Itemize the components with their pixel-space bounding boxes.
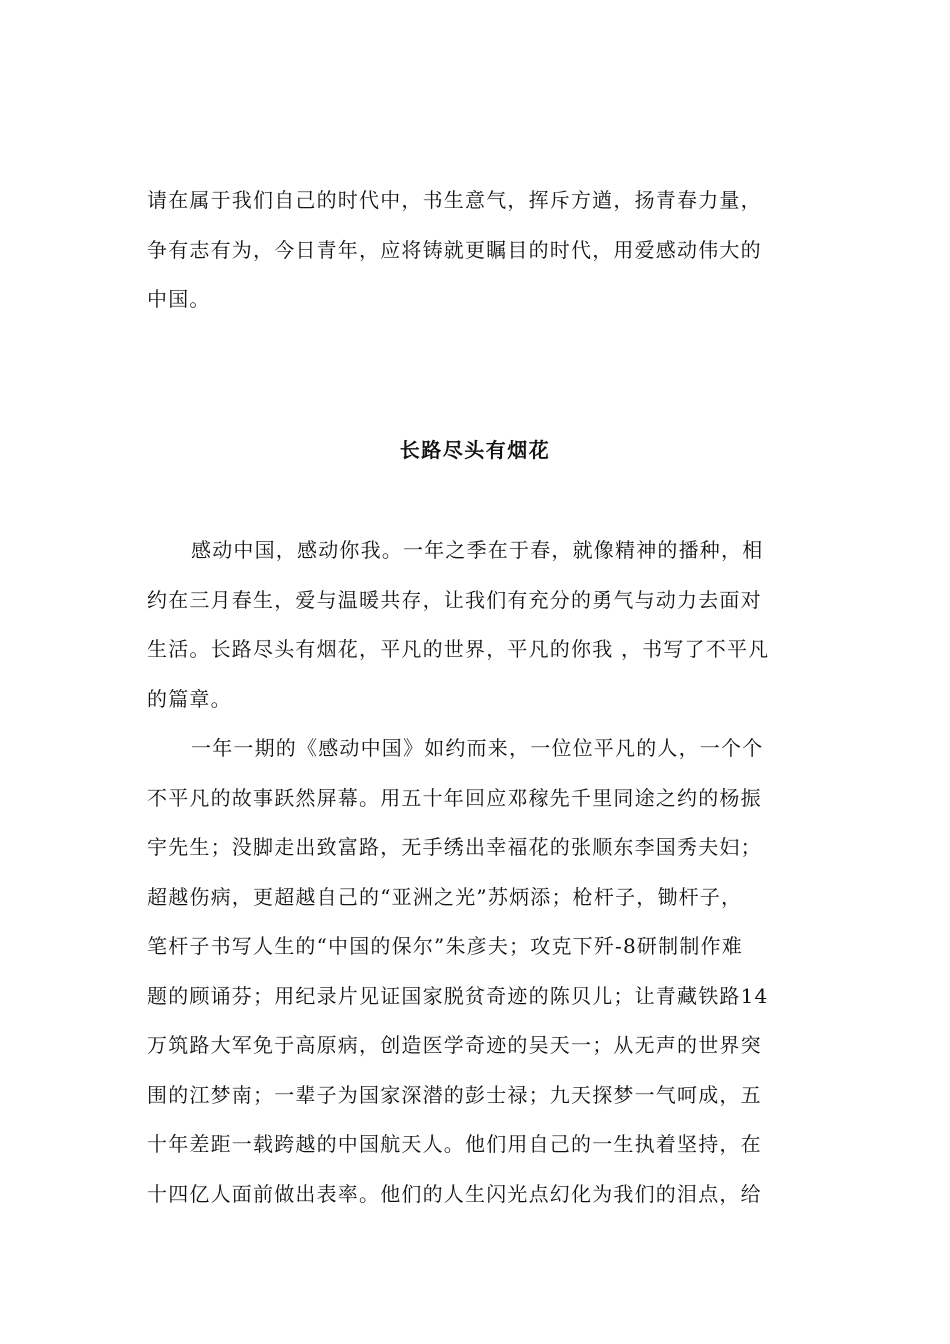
text-line: 超越伤病，更超越自己的“亚洲之光”苏炳添；枪杆子，锄杆子， bbox=[147, 884, 743, 909]
text-line: 的篇章。 bbox=[147, 686, 232, 711]
article-body bbox=[147, 526, 817, 1219]
text-line: 中国。 bbox=[147, 287, 211, 311]
text-line: 约在三月春生，爱与温暖共存，让我们有充分的勇气与动力去面对 bbox=[147, 587, 762, 612]
paragraph-1 bbox=[147, 526, 817, 724]
text-line: 生活。长路尽头有烟花，平凡的世界，平凡的你我 ，书写了不平凡 bbox=[147, 637, 770, 661]
text-line: 万筑路大军免于高原病，创造医学奇迹的吴天一；从无声的世界突 bbox=[147, 1033, 762, 1057]
text-line: 十年差距一载跨越的中国航天人。他们用自己的一生执着坚持，在 bbox=[147, 1132, 762, 1156]
section-title: 长路尽头有烟花 bbox=[399, 438, 551, 462]
text-line: 争有志有为，今日青年，应将铸就更瞩目的时代，用爱感动伟大的 bbox=[147, 237, 762, 262]
text-line: 请在属于我们自己的时代中，书生意气，挥斥方遒，扬青春力量， bbox=[147, 188, 762, 212]
intro-paragraph bbox=[147, 176, 817, 325]
text-line: 十四亿人面前做出表率。他们的人生闪光点幻化为我们的泪点，给 bbox=[147, 1181, 762, 1206]
text-line: 围的江梦南；一辈子为国家深潜的彭士禄；九天探梦一气呵成，五 bbox=[147, 1082, 762, 1107]
text-line: 感动中国，感动你我。一年之季在于春，就像精神的播种，相 bbox=[191, 538, 764, 562]
text-line: 笔杆子书写人生的“中国的保尔”朱彦夫；攻克下歼-8研制制作难 bbox=[147, 934, 743, 958]
text-line: 不平凡的故事跃然屏幕。用五十年回应邓稼先千里同途之约的杨振 bbox=[147, 785, 762, 810]
text-line: 一年一期的《感动中国》如约而来，一位位平凡的人，一个个 bbox=[191, 736, 764, 760]
paragraph-2 bbox=[147, 724, 817, 1219]
text-line: 宇先生；没脚走出致富路，无手绣出幸福花的张顺东李国秀夫妇； bbox=[147, 835, 762, 859]
text-line: 题的顾诵芬；用纪录片见证国家脱贫奇迹的陈贝儿；让青藏铁路14 bbox=[147, 983, 769, 1008]
